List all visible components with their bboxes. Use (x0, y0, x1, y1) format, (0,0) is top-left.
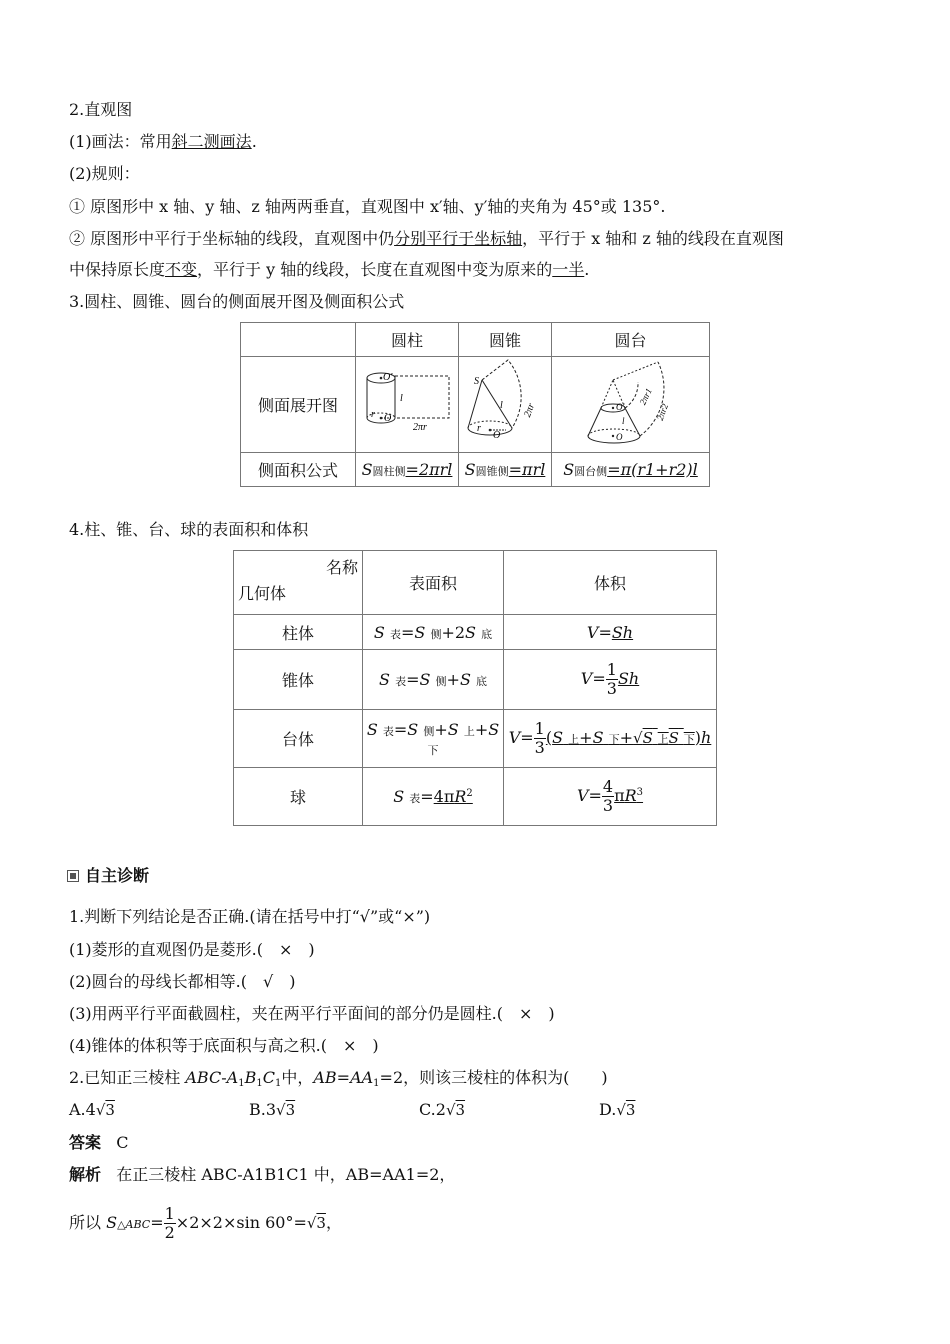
analysis-line: 解析 在正三棱柱 ABC-A1B1C1 中，AB=AA1=2， (69, 1165, 456, 1184)
diagonal-header (234, 551, 363, 615)
cone-development-figure (459, 357, 552, 453)
analysis-formula: 所以 S△ABC= $\frac{1}{2}$ ×2×2×sin 60°=√3， (69, 1204, 342, 1242)
question-1-1: (1)菱形的直观图仍是菱形.( × ) (69, 940, 315, 959)
cylinder-label-O: O (384, 412, 392, 424)
answer-line: 答案 C (69, 1133, 129, 1152)
lateral-area-table (240, 322, 710, 487)
pyramid-surface: S 表=S 侧+S 底 (363, 650, 504, 710)
frustum-volume: V= $\frac{1}{3}$ (S 上+S 下+√S 上S 下)h (504, 710, 717, 768)
cylinder-development-figure (356, 357, 459, 453)
cylinder-label-O1: O′ (383, 371, 393, 383)
diagnosis-header: 自主诊断 (67, 866, 149, 886)
cone-label-l: l (500, 399, 503, 411)
question-1-2: (2)圆台的母线长都相等.( √ ) (69, 972, 296, 991)
sphere-surface: S 表$=4\pi R^2$ (363, 768, 504, 826)
option-b[interactable]: B.3√3 (249, 1100, 296, 1119)
row-pyramid-name: 锥体 (234, 650, 363, 710)
frustum-label-O: O (615, 431, 622, 442)
rule-2-line-2: 中保持原长度不变，平行于 y 轴的线段，长度在直观图中变为原来的一半. (69, 260, 590, 279)
header-geometry: 几何体 (238, 584, 287, 603)
drawing-method: (1)画法：常用斜二测画法. (69, 132, 257, 151)
rule-1: ① 原图形中 x 轴、y 轴、z 轴两两垂直，直观图中 x′轴、y′轴的夹角为 45°或 135°. (69, 197, 666, 216)
formula-cylinder: S圆柱侧=2πrl (356, 453, 459, 487)
table-header-empty (241, 323, 356, 357)
frustum-label-2pr2: 2πr2 (654, 401, 670, 422)
header-cone: 圆锥 (459, 323, 552, 357)
prism-volume: V=Sh (504, 615, 717, 650)
row-frustum-name: 台体 (234, 710, 363, 768)
rules-label: (2)规则： (69, 164, 140, 183)
surface-volume-table (233, 550, 717, 826)
header-surface-area: 表面积 (363, 551, 504, 615)
option-a[interactable]: A.4√3 (69, 1100, 115, 1119)
pyramid-volume: V= $\frac{1}{3}$ Sh (504, 650, 717, 710)
row-prism-name: 柱体 (234, 615, 363, 650)
formula-cone: S圆锥侧=πrl (459, 453, 552, 487)
cone-label-2pr: 2πr (522, 401, 538, 419)
cylinder-label-r: r (371, 408, 375, 420)
header-volume: 体积 (504, 551, 717, 615)
question-1-3: (3)用两平行平面截圆柱，夹在两平行平面间的部分仍是圆柱.( × ) (69, 1004, 555, 1023)
section-2-title: 2.直观图 (69, 100, 133, 119)
prism-surface: S 表=S 侧+2S 底 (363, 615, 504, 650)
option-c[interactable]: C.2√3 (419, 1100, 466, 1119)
frustum-label-l: l (621, 415, 625, 426)
frustum-surface: S 表=S 侧+S 上+S 下 (363, 710, 504, 768)
row-sphere-name: 球 (234, 768, 363, 826)
rule-2-line-1: ② 原图形中平行于坐标轴的线段，直观图中仍分别平行于坐标轴，平行于 x 轴和 z 轴的线段在直观图 (69, 229, 784, 248)
row-label-development: 侧面展开图 (241, 357, 356, 453)
question-2: 2.已知正三棱柱 ABC-$A_1B_1C_1$中，$AB=AA_1=2$，则该三棱柱的体积为( ) (69, 1068, 608, 1089)
section-marker-icon (67, 870, 79, 882)
frustum-label-O1: O′ (615, 401, 624, 412)
header-frustum: 圆台 (552, 323, 710, 357)
frustum-label-2pr1: 2πr1 (637, 386, 654, 406)
question-1-4: (4)锥体的体积等于底面积与高之积.( × ) (69, 1036, 379, 1055)
header-cylinder: 圆柱 (356, 323, 459, 357)
cylinder-label-l: l (400, 392, 403, 404)
section-4-title: 4.柱、锥、台、球的表面积和体积 (69, 520, 309, 539)
header-name: 名称 (325, 558, 358, 577)
cone-label-S: S (474, 375, 479, 387)
cylinder-label-2pr: 2πr (413, 421, 427, 433)
cone-label-r: r (477, 422, 481, 434)
row-label-formula: 侧面积公式 (241, 453, 356, 487)
cone-label-O: O (493, 429, 501, 441)
question-1: 1.判断下列结论是否正确.(请在括号中打“√”或“×”) (69, 907, 431, 926)
option-d[interactable]: D.√3 (599, 1100, 636, 1119)
frustum-development-figure (552, 357, 710, 453)
section-3-title: 3.圆柱、圆锥、圆台的侧面展开图及侧面积公式 (69, 292, 405, 311)
sphere-volume: V= $\frac{4}{3}$ $\pi R^3$ (504, 768, 717, 826)
formula-frustum: S圆台侧=π(r1+r2)l (552, 453, 710, 487)
